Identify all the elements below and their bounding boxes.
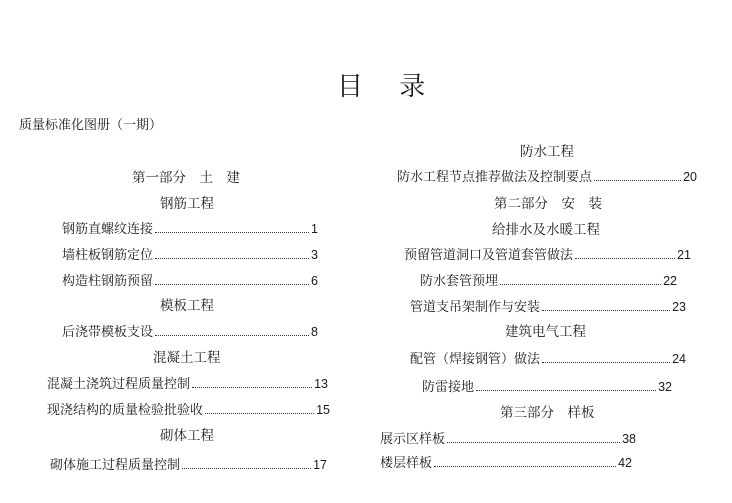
toc-entry-label: 墙柱板钢筋定位 xyxy=(62,248,154,263)
toc-page-number: 15 xyxy=(316,403,330,417)
part-heading-civil: 第一部分 土 建 xyxy=(132,170,240,186)
section-heading-rebar: 钢筋工程 xyxy=(160,196,214,212)
section-heading-plumbing: 给排水及水暖工程 xyxy=(492,222,600,238)
dot-leader xyxy=(182,468,311,469)
toc-entry[interactable] xyxy=(420,270,677,289)
toc-page-number: 42 xyxy=(618,456,632,470)
dot-leader xyxy=(594,180,681,181)
dot-leader xyxy=(155,232,309,233)
part-heading-samples: 第三部分 样板 xyxy=(500,405,595,421)
part-heading-installation: 第二部分 安 装 xyxy=(494,196,602,212)
dot-leader xyxy=(575,258,675,259)
toc-entry[interactable] xyxy=(47,373,328,392)
toc-entry[interactable] xyxy=(410,348,686,367)
toc-entry[interactable] xyxy=(380,428,636,447)
dot-leader xyxy=(155,335,309,336)
toc-entry-label: 楼层样板 xyxy=(380,456,433,471)
toc-page-number: 32 xyxy=(658,380,672,394)
toc-entry-label: 构造柱钢筋预留 xyxy=(62,274,154,289)
section-heading-masonry: 砌体工程 xyxy=(160,428,214,444)
toc-entry[interactable] xyxy=(380,452,632,471)
toc-entry[interactable] xyxy=(422,376,672,395)
toc-entry[interactable] xyxy=(62,244,318,263)
toc-page-number: 24 xyxy=(672,352,686,366)
section-heading-formwork: 模板工程 xyxy=(160,298,214,314)
toc-entry-label: 配管（焊接钢管）做法 xyxy=(410,352,541,367)
section-heading-electrical: 建筑电气工程 xyxy=(505,324,586,340)
toc-entry[interactable] xyxy=(404,244,691,263)
section-heading-waterproof: 防水工程 xyxy=(520,144,574,160)
toc-page-number: 1 xyxy=(311,222,318,236)
toc-page-number: 3 xyxy=(311,248,318,262)
toc-entry-label: 现浇结构的质量检验批验收 xyxy=(47,403,204,418)
toc-entry-label: 防雷接地 xyxy=(422,380,475,395)
toc-entry[interactable] xyxy=(62,321,318,340)
toc-page-number: 22 xyxy=(663,274,677,288)
toc-entry[interactable] xyxy=(397,166,697,185)
toc-entry-label: 预留管道洞口及管道套管做法 xyxy=(404,248,574,263)
dot-leader xyxy=(542,310,670,311)
toc-entry-label: 砌体施工过程质量控制 xyxy=(50,458,181,473)
dot-leader xyxy=(434,466,616,467)
toc-entry-label: 钢筋直螺纹连接 xyxy=(62,222,154,237)
dot-leader xyxy=(500,284,661,285)
dot-leader xyxy=(205,413,314,414)
dot-leader xyxy=(542,362,670,363)
dot-leader xyxy=(155,258,309,259)
toc-page-number: 21 xyxy=(677,248,691,262)
dot-leader xyxy=(476,390,656,391)
toc-page-number: 38 xyxy=(622,432,636,446)
dot-leader xyxy=(155,284,309,285)
toc-page-number: 17 xyxy=(313,458,327,472)
toc-entry[interactable] xyxy=(410,296,686,315)
toc-page-number: 8 xyxy=(311,325,318,339)
toc-entry[interactable] xyxy=(62,270,318,289)
toc-entry-label: 防水套管预埋 xyxy=(420,274,499,289)
toc-page-number: 6 xyxy=(311,274,318,288)
document-subtitle: 质量标准化图册（一期） xyxy=(19,118,163,133)
dot-leader xyxy=(447,442,620,443)
dot-leader xyxy=(192,387,312,388)
toc-entry-label: 展示区样板 xyxy=(380,432,446,447)
toc-page-number: 20 xyxy=(683,170,697,184)
toc-entry-label: 后浇带模板支设 xyxy=(62,325,154,340)
toc-page-number: 23 xyxy=(672,300,686,314)
toc-page-number: 13 xyxy=(314,377,328,391)
toc-entry-label: 管道支吊架制作与安装 xyxy=(410,300,541,315)
section-heading-concrete: 混凝土工程 xyxy=(153,350,221,366)
toc-entry[interactable] xyxy=(62,218,318,237)
toc-entry[interactable] xyxy=(50,454,327,473)
page-title: 目 录 xyxy=(337,72,440,102)
toc-entry-label: 防水工程节点推荐做法及控制要点 xyxy=(397,170,593,185)
toc-entry[interactable] xyxy=(47,399,330,418)
toc-entry-label: 混凝土浇筑过程质量控制 xyxy=(47,377,191,392)
